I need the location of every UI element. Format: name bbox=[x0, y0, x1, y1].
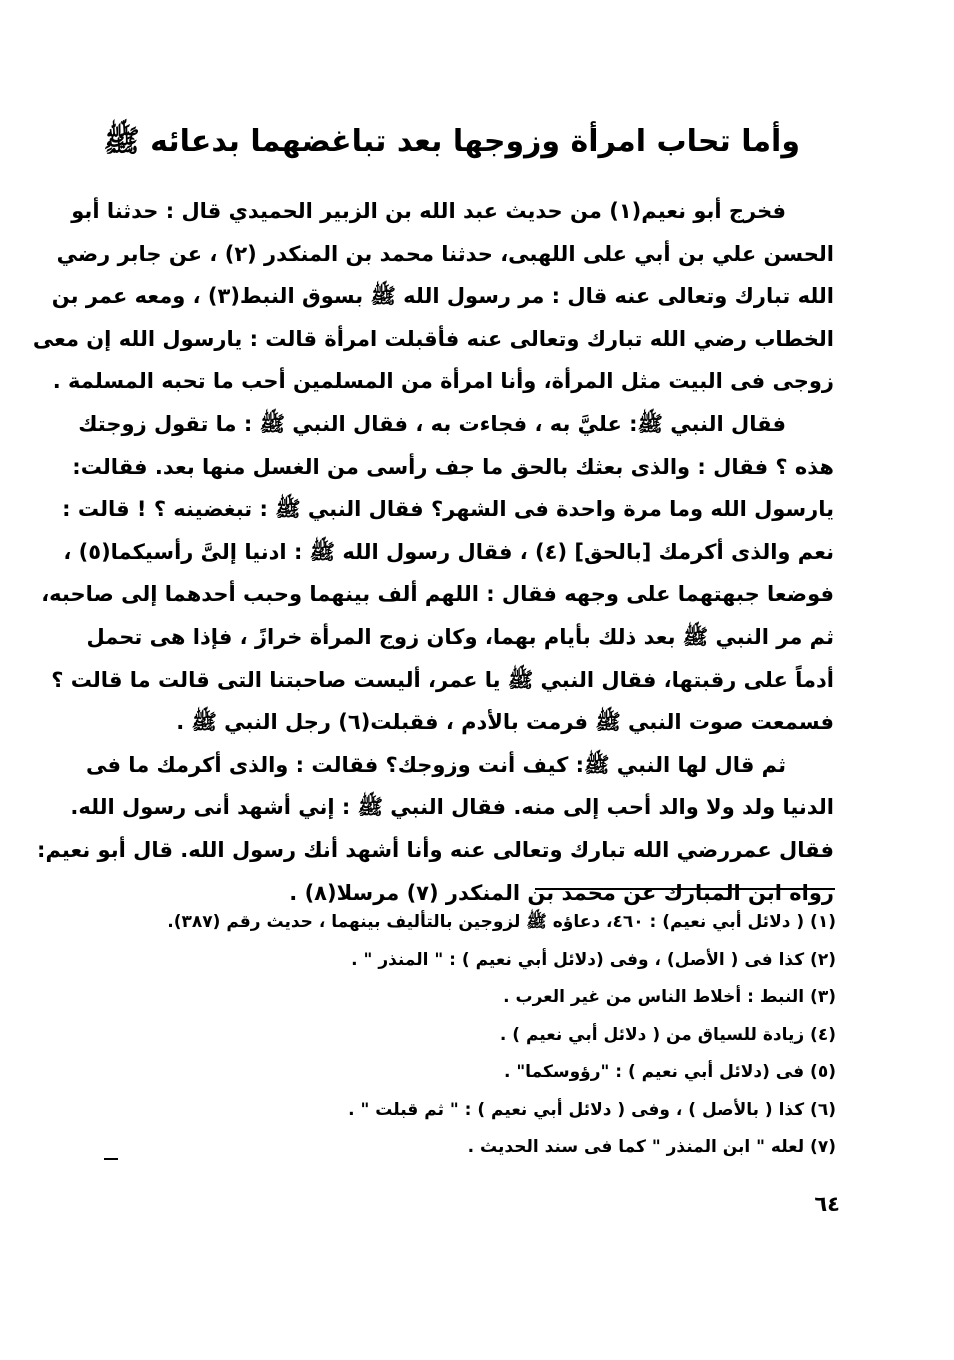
body-line: رواه ابن المبارك عن محمد بن المنكدر (٧) مرسلا(٨) . bbox=[289, 880, 834, 905]
footnote: (٤) زيادة للسياق من ( دلائل أبي نعيم ) . bbox=[499, 1024, 836, 1045]
footnote: (١) ( دلائل أبي نعيم) : ٤٦٠، دعاؤه ﷺ لزوجين بالتأليف بينهما ، حديث رقم (٣٨٧). bbox=[167, 912, 836, 932]
page-number: ٦٤ bbox=[814, 1192, 840, 1216]
body-line: الخطاب رضي الله تبارك وتعالى عنه فأقبلت امرأة قالت : يارسول الله إن معى bbox=[32, 326, 834, 351]
body-line: يارسول الله وما مرة واحدة فى الشهر؟ فقال النبي ﷺ : تبغضينه ؟ ! قالت : bbox=[62, 497, 834, 522]
body-line: الحسن علي بن أبي على اللهبى، حدثنا محمد بن المنكدر (٢) ، عن جابر رضي bbox=[56, 241, 834, 266]
section-title: وأما تحاب امرأة وزوجها بعد تباغضهما بدعائه ﷺ bbox=[103, 124, 800, 159]
body-line: أدماً على رقبتها، فقال النبي ﷺ يا عمر، أليست صاحبتنا التى قالت ما قالت ؟ bbox=[51, 667, 834, 692]
body-line: نعم والذى أكرمك [بالحق] (٤) ، فقال رسول الله ﷺ : ادنيا إلىَّ رأسيكما(٥) ، bbox=[63, 539, 834, 564]
body-line: الله تبارك وتعالى عنه قال : مر رسول الله ﷺ بسوق النبط(٣) ، ومعه عمر بن bbox=[51, 284, 834, 309]
body-line: زوجى فى البيت مثل المرأة، وأنا امرأة من المسلمين أحب ما تحبه المسلمة . bbox=[52, 369, 834, 394]
body-line: هذه ؟ فقال : والذى بعثك بالحق ما جف رأسى من الغسل منها بعد. فقالت: bbox=[72, 454, 834, 479]
footnote-separator bbox=[535, 888, 835, 890]
body-line: ثم قال لها النبي ﷺ: كيف أنت وزوجك؟ فقالت : والذى أكرمك ما فى bbox=[86, 752, 786, 777]
body-line: فوضعا جبهتهما على وجهه فقال : اللهم ألف بينهما وحبب أحدهما إلى صاحبه، bbox=[41, 582, 834, 607]
footnote: (٥) فى (دلائل أبي نعيم ) : "رؤوسكما" . bbox=[503, 1062, 836, 1082]
body-line: فقال النبي ﷺ: عليَّ به ، فجاءت به ، فقال النبي ﷺ : ما تقول زوجتك bbox=[78, 411, 786, 436]
body-text bbox=[32, 190, 834, 914]
footnote: (٣) النبط : أخلاط الناس من غير العرب . bbox=[503, 987, 836, 1007]
footnotes bbox=[150, 904, 836, 1167]
footnote: (٦) كذا ( بالأصل ) ، وفى ( دلائل أبي نعيم ) : " ثم قبلت " . bbox=[348, 1099, 836, 1120]
body-line: ثم مر النبي ﷺ بعد ذلك بأيام بهما، وكان زوج المرأة خرازً ، فإذا هى تحمل bbox=[86, 624, 834, 649]
body-line: فسمعت صوت النبي ﷺ فرمت بالأدم ، فقبلت(٦) رجل النبي ﷺ . bbox=[176, 710, 834, 735]
body-line: فخرج أبو نعيم(١) من حديث عبد الله بن الزبير الحميدي قال : حدثنا أبو bbox=[71, 199, 786, 223]
body-line: فقال عمررضي الله تبارك وتعالى عنه وأنا أشهد أنك رسول الله. قال أبو نعيم: bbox=[37, 837, 834, 862]
continuation-mark bbox=[104, 1158, 118, 1160]
body-line: الدنيا ولد ولا والد أحب إلى منه. فقال النبي ﷺ : إني أشهد أنى رسول الله. bbox=[70, 795, 834, 820]
footnote: (٢) كذا فى ( الأصل) ، وفى (دلائل أبي نعيم ) : " المنذر " . bbox=[351, 949, 836, 970]
footnote: (٧) لعله " ابن المنذر " كما فى سند الحديث . bbox=[467, 1137, 836, 1157]
